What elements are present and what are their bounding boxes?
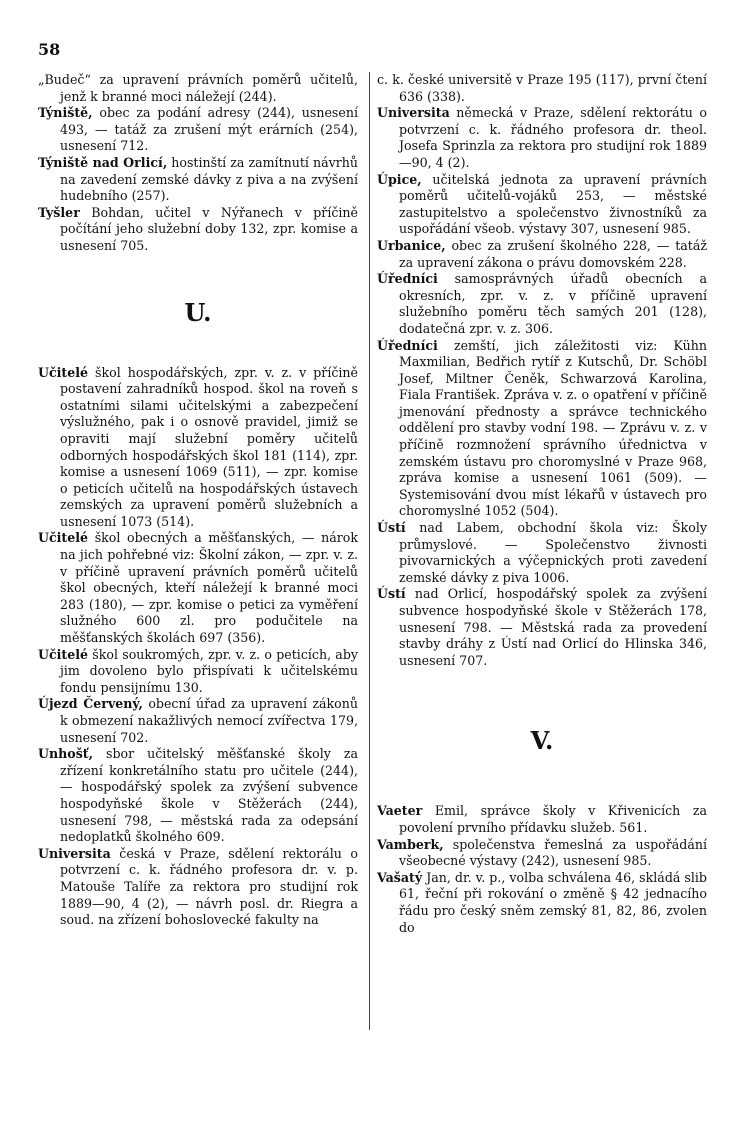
index-entry [38,105,358,155]
index-entry [377,72,707,105]
entry-headword: Urbanice, [377,237,446,253]
index-entry [38,365,358,531]
section-letter-v: V. [530,726,554,756]
index-entry [38,696,358,746]
entry-headword: Učitelé [38,364,89,380]
entry-text: německá v Praze, sdělení rektorátu o potvrzení c. k. řádného profesora dr. theol. Josefa Sprinzla za rektora pro studijní rok 1889—90, 4 (2). [399,105,707,170]
index-entry [377,870,707,936]
entry-headword: Vašatý [377,869,423,885]
index-entry [38,72,358,105]
entry-headword: Unhošť, [38,746,93,762]
left-column [38,72,358,929]
index-entry [377,271,707,337]
entry-text: obecní úřad za upravení zákonů k obmezení nakažlivých nemocí zvířectva 179, usnesení 702. [60,696,358,745]
entry-headword: Vamberk, [377,836,444,852]
entry-headword: Učitelé [38,530,89,546]
right-entries-before [377,72,707,669]
entry-headword: Úředníci [377,271,438,287]
entry-text: „Budeč“ za upravení právních poměrů učitelů, jenž k branné moci náležejí (244). [38,72,358,104]
index-entry [377,803,707,836]
entry-text: Emil, správce školy v Křivenicích za povolení prvního přídavku služeb. 561. [399,803,707,835]
entry-text: škol hospodářských, zpr. v. z. v příčině postavení zahradníků hospod. škol na roveň s ostatními silami učitelskými a zabezpečení výslužného, pak i o osnově pravidel, jimiž se opraviti mají služební poměry učitelů odborných hospodářských škol 181 (114), zpr. komise a usnesení 1069 (511), — zpr. komise o peticích učitelů na hospodářských ústavech zemských za upravení poměrů služebních a usnesení 1073 (514). [60,364,358,529]
index-entry [38,155,358,205]
left-entries-after [38,365,358,929]
index-entry [38,647,358,697]
index-entry [38,746,358,846]
entry-headword: Újezd Červený, [38,696,143,712]
entry-text: škol obecných a měšťanských, — nárok na jich pohřebné viz: Školní zákon, — zpr. v. z. v příčině upravení právních poměrů učitelů škol obecných, kteří náležejí k branné moci 283 (180), — zpr. komise o petici za vyměření služného 600 zl. pro podučitele na měšťanských školách 697 (356). [60,530,358,646]
entry-headword: Universita [38,845,111,861]
entry-text: škol soukromých, zpr. v. z. o peticích, aby jim dovoleno bylo přispívati k učitelskému fondu pensijnímu 130. [60,646,358,695]
entry-text: nad Orlicí, hospodářský spolek za zvýšení subvence hospodyňské škole v Stěžerách 178, usnesení 798. — Městská rada za provedení stavby dráhy z Ústí nad Orlicí do Hlinska 346, usnesení 707. [399,586,707,668]
entry-text: nad Labem, obchodní škola viz: Školy průmyslové. — Společenstvo živnosti pivovarnických a výčepnických proti zavedení zemské dávky z piva 1006. [399,520,707,585]
index-entry [377,172,707,238]
entry-text: c. k. české universitě v Praze 195 (117), první čtení 636 (338). [377,72,707,104]
entry-text: učitelská jednota za upravení právních poměrů učitelů-vojáků 253, — městské zastupitelstvo a společenstvo živnostníků za uspořádání všeob. výstavy 307, usnesení 985. [399,171,707,237]
right-entries-after [377,803,707,936]
index-entry [38,530,358,646]
entry-headword: Universita [377,105,450,121]
left-entries-before [38,72,358,255]
entry-headword: Ústí [377,520,406,536]
index-entry [377,105,707,171]
entry-headword: Týniště nad Orlicí, [38,154,168,170]
page-number: 58 [38,40,61,59]
index-entry [377,338,707,521]
entry-text: sbor učitelský měšťanské školy za zřízení konkretálního statu pro učitele (244), — hospodářský spolek za zvýšení subvence hospodyňské škole v Stěžerách (244), usnesení 798, — městská rada za odepsání nedoplatků školného 609. [60,746,358,845]
entry-headword: Úředníci [377,337,438,353]
entry-headword: Týniště, [38,105,93,121]
column-divider [369,72,370,1030]
entry-text: česká v Praze, sdělení rektorálu o potvrzení c. k. řádného profesora dr. v. p. Matouše Talíře za rektora pro studijní rok 1889—90, 4 (2), — návrh posl. dr. Riegra a soud. na zřízení bohoslovecké fakulty na [60,845,358,928]
entry-text: obec za podání adresy (244), usnesení 493, — tatáž za zrušení mýt erárních (254), usnesení 712. [60,105,358,154]
index-entry [377,520,707,586]
entry-headword: Učitelé [38,646,89,662]
entry-text: samosprávných úřadů obecních a okresních, zpr. v. z. v příčině upravení služebního poměru těch samých 201 (128), dodatečná zpr. v. z. 306. [399,271,707,336]
entry-text: obec za zrušení školného 228, — tatáž za upravení zákona o právu domovském 228. [399,237,707,270]
index-entry [38,846,358,929]
entry-text: Jan, dr. v. p., volba schválena 46, skládá slib 61, řeční při rokování o změně § 42 jednacího řádu pro český sněm zemský 81, 82, 86, zvolen do [399,869,707,935]
entry-text: zemští, jich záležitosti viz: Kühn Maxmilian, Bedřich rytíř z Kutschů, Dr. Schöbl Josef, Miltner Čeněk, Schwarzová Karolina, Fiala František. Zpráva v. z. o opatření v příčině jmenování přednosty a správce technického oddělení pro stavby vodní 198. — Zprávu v. z. v příčině rozmnožení správního úřednictva v zemském ústavu pro choromyslné v Praze 968, zpráva komise a usnesení 1061 (509). — Systemisování dvou míst lékařů v ústavech pro choromyslné 1052 (504). [399,337,707,519]
entry-headword: Úpice, [377,171,422,187]
section-letter-u: U. [184,297,212,327]
right-column [377,72,707,936]
entry-headword: Tyšler [38,204,80,220]
entry-text: společenstva řemeslná za uspořádání všeobecné výstavy (242), usnesení 985. [399,836,707,869]
entry-text: Bohdan, učitel v Nýřanech v příčině počítání jeho služební doby 132, zpr. komise a usnesení 705. [60,204,358,253]
index-entry [377,238,707,271]
entry-headword: Ústí [377,586,406,602]
index-entry [38,205,358,255]
entry-headword: Vaeter [377,803,423,819]
index-entry [377,586,707,669]
index-entry [377,837,707,870]
entry-text: hostinští za zamítnutí návrhů na zavedení zemské dávky z piva a na zvýšení hudebního (257). [60,154,358,204]
